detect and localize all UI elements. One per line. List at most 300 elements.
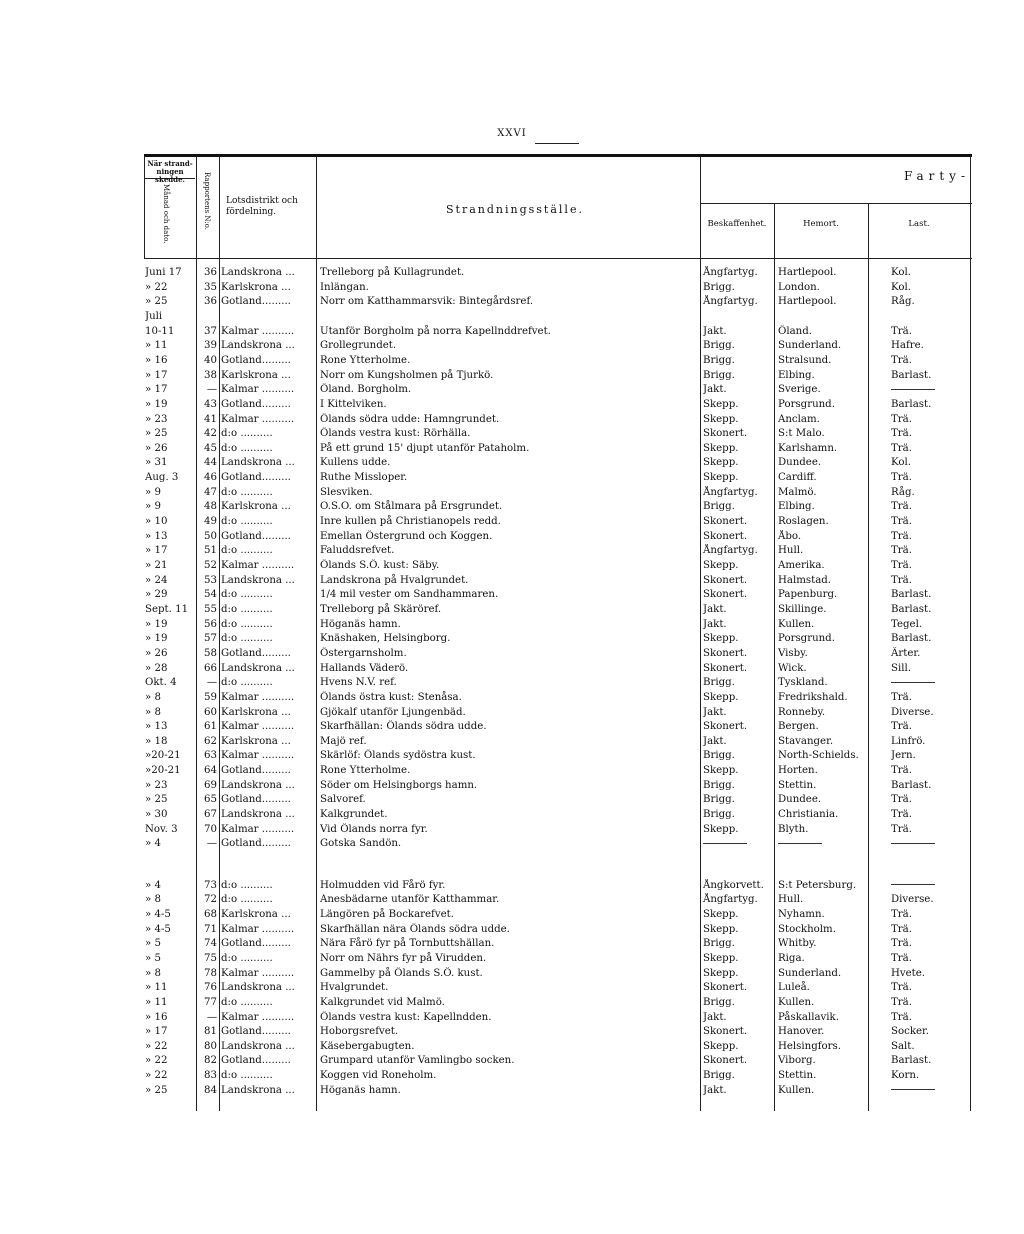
cell-last: Barlast.	[891, 633, 932, 645]
cell-lots: Gotland.........	[221, 398, 291, 410]
cell-last: Trä.	[891, 428, 912, 440]
cell-last: Trä.	[891, 996, 912, 1008]
cell-hem: Christiania.	[778, 809, 839, 821]
table-row	[0, 1011, 1024, 1025]
cell-no: 50	[204, 530, 217, 542]
cell-besk: Brigg.	[703, 750, 735, 762]
cell-hem: Sunderland.	[778, 967, 842, 979]
cell-no: 73	[204, 879, 217, 891]
cell-besk: Brigg.	[703, 809, 735, 821]
table-row	[0, 1054, 1024, 1068]
cell-besk: Brigg.	[703, 501, 735, 513]
cell-lots: Kalmar ..........	[221, 721, 295, 733]
cell-hem: Kullen.	[778, 1084, 815, 1096]
cell-besk: Skonert.	[703, 647, 748, 659]
cell-last: Barlast.	[891, 398, 932, 410]
table-row	[0, 574, 1024, 588]
cell-besk: Brigg.	[703, 938, 735, 950]
cell-besk: Skepp.	[703, 908, 739, 920]
cell-last: Barlast.	[891, 369, 932, 381]
table-row	[0, 967, 1024, 981]
cell-date: » 5	[145, 938, 161, 950]
cell-last: Trä.	[891, 908, 912, 920]
cell-hem: S:t Petersburg.	[778, 879, 857, 891]
cell-lots: Karlskrona ...	[221, 908, 291, 920]
cell-place: Söder om Helsingborgs hamn.	[320, 779, 478, 791]
cell-date: » 23	[145, 779, 168, 791]
cell-last: Trä.	[891, 1011, 912, 1023]
table-row	[0, 427, 1024, 441]
cell-place: Ölands östra kust: Stenåsa.	[320, 691, 462, 703]
cell-hem: Porsgrund.	[778, 633, 835, 645]
cell-lots: Landskrona ...	[221, 982, 295, 994]
cell-besk: Jakt.	[703, 603, 727, 615]
cell-place: Slesviken.	[320, 486, 373, 498]
cell-besk: Ångfartyg.	[703, 894, 758, 906]
table-row	[0, 339, 1024, 353]
cell-no: 83	[204, 1070, 217, 1082]
cell-lots: d:o ..........	[221, 952, 273, 964]
cell-date: Sept. 11	[145, 603, 189, 615]
cell-lots: d:o ..........	[221, 442, 273, 454]
cell-place: 1/4 mil vester om Sandhammaren.	[320, 589, 499, 601]
header-fartyg: Farty-	[903, 169, 970, 183]
cell-lots: d:o ..........	[221, 633, 273, 645]
cell-date: » 17	[145, 369, 168, 381]
cell-place: Hvalgrundet.	[320, 982, 389, 994]
cell-no: 36	[204, 296, 217, 308]
cell-last: Trä.	[891, 952, 912, 964]
cell-besk: Skepp.	[703, 691, 739, 703]
table-row	[0, 735, 1024, 749]
cell-date: » 19	[145, 398, 168, 410]
cell-besk: Skepp.	[703, 633, 739, 645]
cell-last: Trä.	[891, 413, 912, 425]
cell-lots: Karlskrona ...	[221, 501, 291, 513]
cell-no: 69	[204, 779, 217, 791]
cell-place: Öland. Borgholm.	[320, 384, 412, 396]
cell-hem: Roslagen.	[778, 516, 829, 528]
cell-besk	[703, 837, 775, 851]
cell-date: » 31	[145, 457, 168, 469]
cell-lots: d:o ..........	[221, 677, 273, 689]
cell-besk: Skonert.	[703, 530, 748, 542]
cell-last: Korn.	[891, 1070, 920, 1082]
cell-date: » 5	[145, 952, 161, 964]
cell-lots: Landskrona ...	[221, 1040, 295, 1052]
table-row	[0, 749, 1024, 763]
cell-lots: Kalmar ..........	[221, 923, 295, 935]
cell-hem: Ronneby.	[778, 706, 826, 718]
cell-date: » 22	[145, 1040, 168, 1052]
cell-lots: Gotland.........	[221, 765, 291, 777]
cell-no: 67	[204, 809, 217, 821]
cell-date: » 19	[145, 633, 168, 645]
cell-lots: Gotland.........	[221, 1026, 291, 1038]
cell-last: Diverse.	[891, 706, 934, 718]
cell-besk: Skonert.	[703, 662, 748, 674]
cell-date: » 16	[145, 354, 168, 366]
cell-besk: Skonert.	[703, 428, 748, 440]
table-row	[0, 325, 1024, 339]
cell-date: » 9	[145, 486, 161, 498]
cell-date: » 26	[145, 442, 168, 454]
cell-last: Kol.	[891, 457, 911, 469]
cell-last: Hvete.	[891, 967, 926, 979]
cell-lots: d:o ..........	[221, 603, 273, 615]
cell-besk: Skepp.	[703, 413, 739, 425]
cell-hem: Kullen.	[778, 618, 815, 630]
cell-date: Juni 17	[145, 267, 182, 278]
cell-besk: Jakt.	[703, 1084, 727, 1096]
table-row	[0, 908, 1024, 922]
table-row	[0, 1025, 1024, 1039]
cell-last: Trä.	[891, 982, 912, 994]
cell-lots: d:o ..........	[221, 894, 273, 906]
cell-hem: Stettin.	[778, 1070, 817, 1082]
cell-besk: Jakt.	[703, 618, 727, 630]
cell-lots: Kalmar ..........	[221, 413, 295, 425]
cell-hem: Helsingfors.	[778, 1040, 841, 1052]
table-row	[0, 354, 1024, 368]
cell-place: Holmudden vid Fårö fyr.	[320, 879, 446, 891]
cell-last	[891, 1084, 951, 1098]
cell-date: » 4	[145, 879, 161, 891]
cell-last: Trä.	[891, 823, 912, 835]
cell-date: » 10	[145, 516, 168, 528]
cell-last: Råg.	[891, 296, 915, 308]
cell-besk: Ångfartyg.	[703, 296, 758, 308]
cell-last: Barlast.	[891, 1055, 932, 1067]
cell-place: Trelleborg på Skäröref.	[320, 603, 442, 615]
cell-hem: Riga.	[778, 952, 805, 964]
cell-place: Salvoref.	[320, 794, 366, 806]
cell-besk: Brigg.	[703, 369, 735, 381]
cell-no: 36	[204, 267, 217, 278]
cell-hem: Fredrikshald.	[778, 691, 848, 703]
cell-date: » 11	[145, 982, 168, 994]
cell-no: 61	[204, 721, 217, 733]
cell-date: » 26	[145, 647, 168, 659]
cell-date: » 28	[145, 662, 168, 674]
cell-besk: Brigg.	[703, 794, 735, 806]
empty-dash	[891, 1089, 935, 1090]
cell-place: Höganäs hamn.	[320, 1084, 401, 1096]
cell-date: Aug. 3	[145, 472, 179, 484]
cell-besk: Brigg.	[703, 677, 735, 689]
cell-place: Norr om Katthammarsvik: Bintegårdsref.	[320, 296, 534, 308]
cell-no: 76	[204, 982, 217, 994]
table-row	[0, 603, 1024, 617]
cell-last: Trä.	[891, 765, 912, 777]
cell-place: Hallands Väderö.	[320, 662, 409, 674]
cell-hem	[778, 837, 866, 851]
cell-no: 74	[204, 938, 217, 950]
header-strandningsstalle: Strandningsställe.	[446, 203, 584, 216]
cell-place: Faluddsrefvet.	[320, 545, 395, 557]
cell-no: 53	[204, 574, 217, 586]
cell-besk: Jakt.	[703, 735, 727, 747]
cell-no: 71	[204, 923, 217, 935]
cell-besk: Ångfartyg.	[703, 486, 758, 498]
cell-lots: Gotland.........	[221, 794, 291, 806]
cell-date: » 25	[145, 794, 168, 806]
cell-last: Trä.	[891, 501, 912, 513]
cell-date: » 30	[145, 809, 168, 821]
cell-last: Trä.	[891, 923, 912, 935]
table-row	[0, 1040, 1024, 1054]
cell-no: 39	[204, 340, 217, 352]
cell-lots: Landskrona ...	[221, 267, 295, 278]
cell-hem: Horten.	[778, 765, 818, 777]
cell-besk: Brigg.	[703, 779, 735, 791]
cell-no: 65	[204, 794, 217, 806]
cell-besk: Skonert.	[703, 589, 748, 601]
cell-date: » 18	[145, 735, 168, 747]
cell-place: Vid Ölands norra fyr.	[320, 823, 428, 835]
cell-place: Längören på Bockarefvet.	[320, 908, 454, 920]
cell-no: 55	[204, 603, 217, 615]
cell-hem: Tyskland.	[778, 677, 828, 689]
cell-lots: d:o ..........	[221, 589, 273, 601]
cell-last: Trä.	[891, 938, 912, 950]
cell-hem: Sverige.	[778, 384, 821, 396]
cell-last: Kol.	[891, 267, 911, 278]
cell-place: Skarfhällan nära Ölands södra udde.	[320, 923, 510, 935]
cell-place: O.S.O. om Stålmara på Ersgrundet.	[320, 501, 503, 513]
cell-place: Majö ref.	[320, 735, 367, 747]
cell-no: 78	[204, 967, 217, 979]
cell-no: 82	[204, 1055, 217, 1067]
cell-place: Inre kullen på Christianopels redd.	[320, 516, 501, 528]
cell-besk: Skepp.	[703, 952, 739, 964]
cell-date: Okt. 4	[145, 677, 177, 689]
cell-hem: Wick.	[778, 662, 807, 674]
cell-no: 35	[204, 281, 217, 293]
cell-lots: Gotland.........	[221, 472, 291, 484]
cell-lots: Kalmar ..........	[221, 325, 295, 337]
cell-last: Barlast.	[891, 779, 932, 791]
cell-lots: Landskrona ...	[221, 340, 295, 352]
cell-date: » 22	[145, 1070, 168, 1082]
cell-lots: Karlskrona ...	[221, 369, 291, 381]
cell-hem: Elbing.	[778, 369, 815, 381]
cell-lots: d:o ..........	[221, 428, 273, 440]
cell-no: 43	[204, 398, 217, 410]
cell-date: » 19	[145, 618, 168, 630]
header-hemort: Hemort.	[803, 219, 839, 229]
cell-place: Grumpard utanför Vamlingbo socken.	[320, 1055, 515, 1067]
cell-date: » 22	[145, 281, 168, 293]
header-lotsdistrikt: Lotsdistrikt och fördelning.	[226, 196, 298, 217]
table-row	[0, 779, 1024, 793]
cell-place: Knäshaken, Helsingborg.	[320, 633, 451, 645]
cell-place: Trelleborg på Kullagrundet.	[320, 267, 465, 278]
cell-besk: Skonert.	[703, 982, 748, 994]
cell-date: » 25	[145, 296, 168, 308]
cell-lots: Gotland.........	[221, 647, 291, 659]
cell-no: 66	[204, 662, 217, 674]
cell-besk: Skepp.	[703, 560, 739, 571]
cell-date: » 13	[145, 530, 168, 542]
cell-last: Trä.	[891, 530, 912, 542]
cell-last: Trä.	[891, 574, 912, 586]
page-number-rule	[535, 143, 579, 144]
cell-date: » 16	[145, 1011, 168, 1023]
table-row	[0, 764, 1024, 778]
cell-last: Kol.	[891, 281, 911, 293]
cell-no: 48	[204, 501, 217, 513]
cell-hem: Dundee.	[778, 457, 822, 469]
cell-no: 46	[204, 472, 217, 484]
cell-date: » 4-5	[145, 923, 171, 935]
cell-date: » 21	[145, 560, 168, 571]
cell-hem: Hartlepool.	[778, 267, 837, 278]
cell-place: Gjökalf utanför Ljungenbäd.	[320, 706, 466, 718]
cell-date: » 25	[145, 428, 168, 440]
table-row	[0, 632, 1024, 646]
table-row	[0, 937, 1024, 951]
empty-dash	[703, 843, 747, 844]
table-row	[0, 500, 1024, 514]
header-last: Last.	[908, 219, 930, 229]
cell-besk: Jakt.	[703, 325, 727, 337]
cell-hem: Anclam.	[778, 413, 820, 425]
cell-lots: Gotland.........	[221, 1055, 291, 1067]
cell-place: På ett grund 15' djupt utanför Pataholm.	[320, 442, 530, 454]
table-row	[0, 369, 1024, 383]
cell-last: Socker.	[891, 1026, 930, 1038]
cell-no: 51	[204, 545, 217, 557]
cell-date: » 8	[145, 894, 161, 906]
cell-last: Trä.	[891, 809, 912, 821]
cell-lots: d:o ..........	[221, 545, 273, 557]
cell-place: Rone Ytterholme.	[320, 354, 411, 366]
cell-place: Kalkgrundet.	[320, 809, 388, 821]
cell-no: 84	[204, 1084, 217, 1096]
cell-no: 57	[204, 633, 217, 645]
cell-place: Skärlöf: Ölands sydöstra kust.	[320, 750, 476, 762]
table-row	[0, 398, 1024, 412]
cell-last: Trä.	[891, 545, 912, 557]
cell-besk: Skonert.	[703, 516, 748, 528]
cell-place: Hvens N.V. ref.	[320, 677, 397, 689]
cell-hem: Stavanger.	[778, 735, 834, 747]
cell-last: Barlast.	[891, 603, 932, 615]
table-row	[0, 266, 1024, 280]
cell-no: 42	[204, 428, 217, 440]
table-row	[0, 442, 1024, 456]
table-row	[0, 808, 1024, 822]
cell-place: Nära Fårö fyr på Tornbuttshällan.	[320, 938, 495, 950]
cell-no: 64	[204, 765, 217, 777]
cell-hem: Blyth.	[778, 823, 809, 835]
cell-no: —	[206, 1011, 217, 1023]
cell-besk: Skepp.	[703, 1040, 739, 1052]
cell-date: » 17	[145, 384, 168, 396]
cell-no: 58	[204, 647, 217, 659]
cell-place: I Kittelviken.	[320, 398, 387, 410]
cell-besk: Brigg.	[703, 340, 735, 352]
cell-hem: Halmstad.	[778, 574, 832, 586]
cell-hem: Papenburg.	[778, 589, 838, 601]
cell-no: 56	[204, 618, 217, 630]
cell-last: Trä.	[891, 472, 912, 484]
table-row	[0, 823, 1024, 837]
table-row	[0, 706, 1024, 720]
cell-no: 44	[204, 457, 217, 469]
cell-hem: Stralsund.	[778, 354, 832, 366]
cell-last: Trä.	[891, 354, 912, 366]
table-row	[0, 383, 1024, 397]
cell-date: » 8	[145, 967, 161, 979]
cell-lots: Gotland.........	[221, 530, 291, 542]
table-row	[0, 559, 1024, 573]
cell-place: Norr om Kungsholmen på Tjurkö.	[320, 369, 494, 381]
cell-lots: Karlskrona ...	[221, 281, 291, 293]
cell-place: Landskrona på Hvalgrundet.	[320, 574, 469, 586]
cell-besk: Brigg.	[703, 354, 735, 366]
cell-hem: Luleå.	[778, 982, 810, 994]
cell-hem: Sunderland.	[778, 340, 842, 352]
cell-last	[891, 879, 951, 893]
cell-besk: Skepp.	[703, 398, 739, 410]
cell-last: Salt.	[891, 1040, 915, 1052]
table-row	[0, 647, 1024, 661]
cell-hem: Hull.	[778, 894, 804, 906]
cell-no: 63	[204, 750, 217, 762]
cell-lots: Gotland.........	[221, 938, 291, 950]
cell-place: Ölands S.Ö. kust: Säby.	[320, 560, 440, 571]
table-row	[0, 981, 1024, 995]
cell-besk: Skepp.	[703, 442, 739, 454]
table-row	[0, 456, 1024, 470]
cell-lots: Landskrona ...	[221, 779, 295, 791]
cell-date: » 29	[145, 589, 168, 601]
cell-no: 75	[204, 952, 217, 964]
cell-no: 38	[204, 369, 217, 381]
cell-last: Trä.	[891, 560, 912, 571]
cell-hem: Karlshamn.	[778, 442, 838, 454]
cell-place: Östergarnsholm.	[320, 647, 407, 659]
header-beskaffenhet: Beskaffenhet.	[707, 219, 767, 229]
cell-hem: North-Schields.	[778, 750, 859, 762]
cell-date: » 17	[145, 545, 168, 557]
cell-last: Linfrö.	[891, 735, 926, 747]
cell-place: Kalkgrundet vid Malmö.	[320, 996, 445, 1008]
cell-hem: Hull.	[778, 545, 804, 557]
cell-date: Juli	[145, 310, 163, 322]
cell-no: 68	[204, 908, 217, 920]
table-row	[0, 837, 1024, 851]
cell-besk: Brigg.	[703, 996, 735, 1008]
cell-lots: Landskrona ...	[221, 662, 295, 674]
table-row	[0, 588, 1024, 602]
cell-last	[891, 837, 951, 851]
cell-place: Emellan Östergrund och Koggen.	[320, 530, 493, 542]
cell-no: —	[206, 838, 217, 850]
cell-lots: Kalmar ..........	[221, 823, 295, 835]
cell-last: Tegel.	[891, 618, 923, 630]
cell-besk: Jakt.	[703, 706, 727, 718]
cell-besk: Skonert.	[703, 1055, 748, 1067]
cell-lots: Gotland.........	[221, 838, 291, 850]
cell-date: » 8	[145, 691, 161, 703]
cell-besk: Brigg.	[703, 281, 735, 293]
header-bottom-rule	[144, 258, 972, 259]
cell-no: —	[206, 384, 217, 396]
cell-lots: d:o ..........	[221, 486, 273, 498]
